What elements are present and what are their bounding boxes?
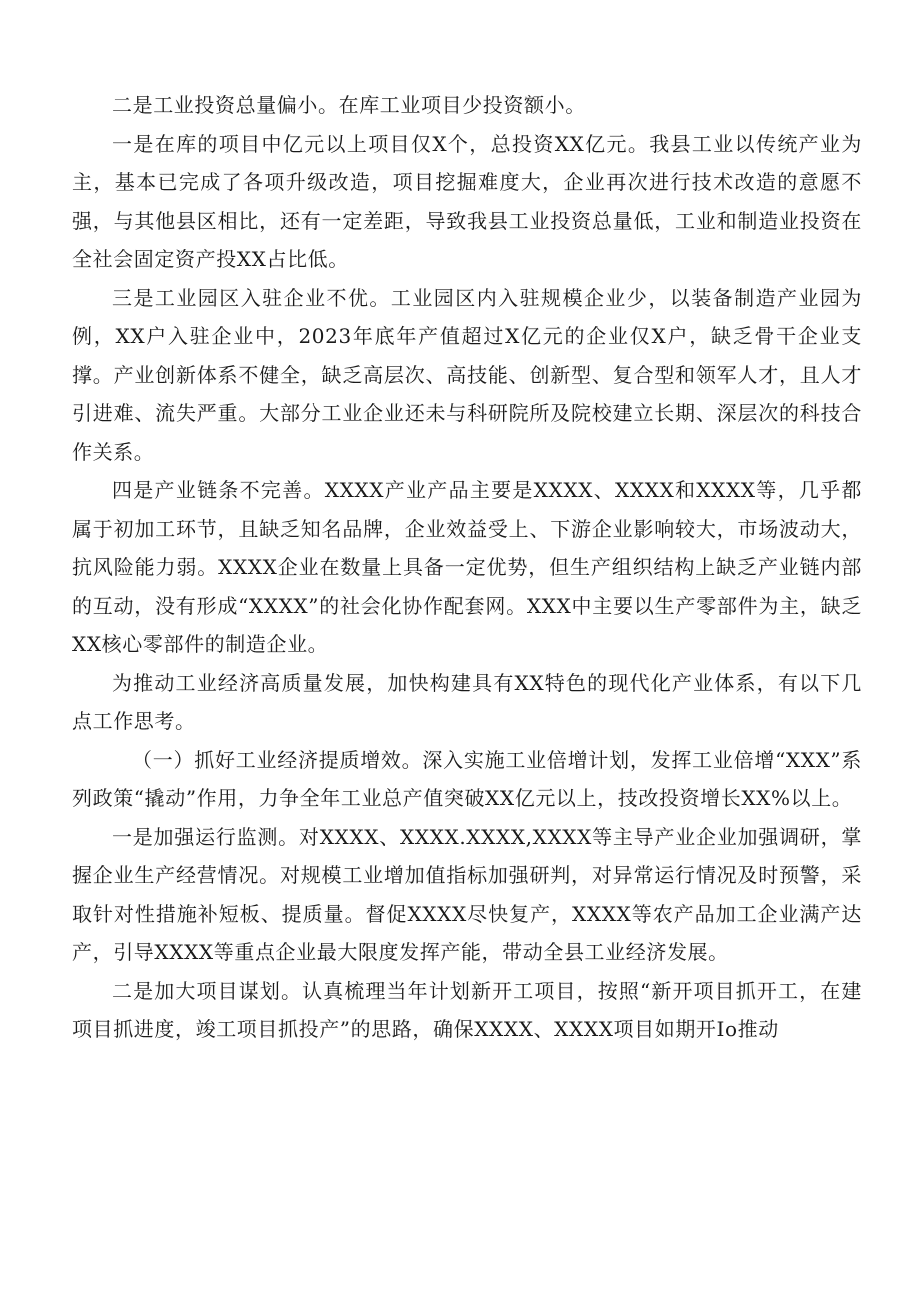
paragraph-investment-scale: 二是工业投资总量偏小。在库工业项目少投资额小。 bbox=[112, 93, 586, 117]
paragraph-work-thoughts-intro: 为推动工业经济高质量发展，加快构建具有XX特色的现代化产业体系，有以下几点工作思考。 bbox=[72, 670, 862, 733]
document-body bbox=[72, 86, 862, 1049]
paragraph-industry-chain: 四是产业链条不完善。XXXX产业产品主要是XXXX、XXXX和XXXX等，几乎都属于初加工环节，且缺乏知名品牌，企业效益受上、下游企业影响较大，市场波动大，抗风险能力弱。XXXX企业在数量上具备一定优势，但生产组织结构上缺乏产业链内部的互动，没有形成“XXXX”的社会化协作配套网。XXX中主要以生产零部件为主，缺乏XX核心零部件的制造企业。 bbox=[72, 478, 862, 656]
section-heading-quality-efficiency: （一）抓好工业经济提质增效。深入实施工业倍增计划，发挥工业倍增“XXX”系列政策“撬动”作用，力争全年工业总产值突破XX亿元以上，技改投资增长XX%以上。 bbox=[72, 747, 862, 810]
paragraph-operation-monitoring: 一是加强运行监测。对XXXX、XXXX.XXXX,XXXX等主导产业企业加强调研，掌握企业生产经营情况。对规模工业增加值指标加强研判，对异常运行情况及时预警，采取针对性措施补短板、提质量。督促XXXX尽快复产，XXXX等农产品加工企业满产达产，引导XXXX等重点企业最大限度发挥产能，带动全县工业经济发展。 bbox=[72, 824, 862, 964]
paragraph-project-planning: 二是加大项目谋划。认真梳理当年计划新开工项目，按照“新开项目抓开工，在建项目抓进度，竣工项目抓投产”的思路，确保XXXX、XXXX项目如期开Io推动 bbox=[72, 978, 862, 1041]
paragraph-industrial-park: 三是工业园区入驻企业不优。工业园区内入驻规模企业少，以装备制造产业园为例，XX户入驻企业中，2023年底年产值超过X亿元的企业仅X户，缺乏骨干企业支撑。产业创新体系不健全，缺乏高层次、高技能、创新型、复合型和领军人才，且人才引进难、流失严重。大部分工业企业还未与科研院所及院校建立长期、深层次的科技合作关系。 bbox=[72, 285, 862, 464]
paragraph-project-count: 一是在库的项目中亿元以上项目仅X个，总投资XX亿元。我县工业以传统产业为主，基本已完成了各项升级改造，项目挖掘难度大，企业再次进行技术改造的意愿不强，与其他县区相比，还有一定差距，导致我县工业投资总量低，工业和制造业投资在全社会固定资产投XX占比低。 bbox=[72, 131, 862, 271]
